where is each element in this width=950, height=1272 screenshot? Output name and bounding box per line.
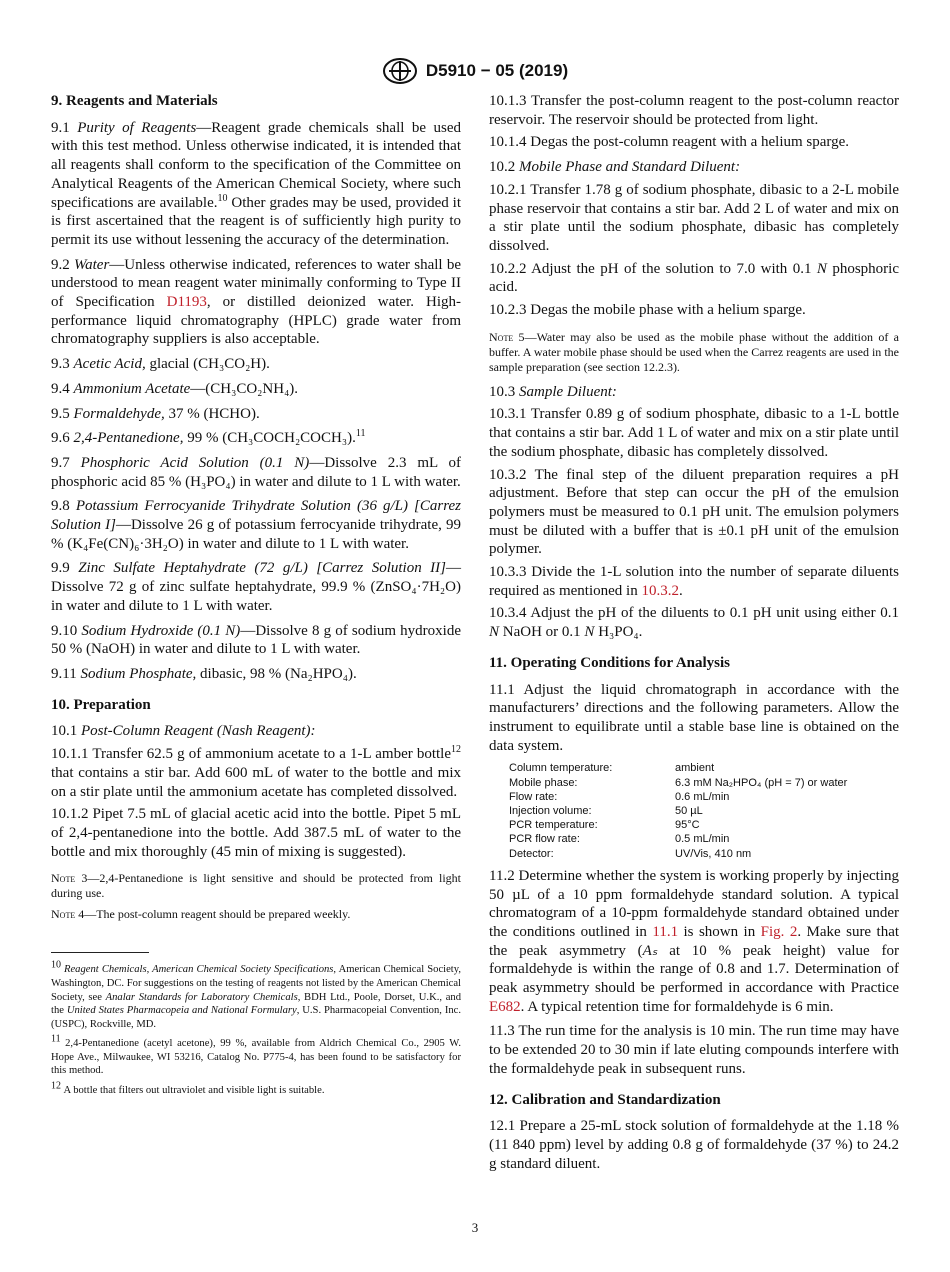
param-row: PCR flow rate: 0.5 mL/min <box>509 833 730 846</box>
para-9-3: 9.3 Acetic Acid, glacial (CH₃CO₂H). <box>51 356 270 373</box>
param-row: PCR temperature: 95°C <box>509 819 700 832</box>
para-10-1-2: 10.1.2 Pipet 7.5 mL of glacial acetic acid into the bottle. Pipet 5 mL of 2,4-pentanedione into the bottle. Add 387.5 mL of water to the bottle and mix thoroughly (45 min of mixing is suggested). <box>51 806 461 860</box>
para-9-9: 9.9 Zinc Sulfate Heptahydrate (72 g/L) [Carrez Solution II]—Dissolve 72 g of zinc sulfate heptahydrate, 99.9 % (ZnSO₄·7H₂O) in water and dilute to 1 L with water. <box>51 560 462 614</box>
para-10-1-4: 10.1.4 Degas the post-column reagent with a helium sparge. <box>489 134 850 151</box>
param-row: Injection volume: 50 µL <box>509 805 703 817</box>
para-9-6: 9.6 2,4-Pentanedione, 99 % (CH₃COCH₂COCH₃).$^{11}$ <box>51 428 366 447</box>
parameter-table <box>509 761 899 860</box>
document-designation: D5910 − 05 (2019) <box>425 61 569 80</box>
para-10-3-4: 10.3.4 Adjust the pH of the diluents to 0.1 pH unit using either 0.1 N NaOH or 0.1 N H₃PO₄. <box>489 605 899 641</box>
para-9-1: 9.1 Purity of Reagents—Reagent grade chemicals shall be used with this test method. Unless otherwise indicated, it is intended that all reagents shall conform to the specification of the Committee on Analytical Reagents of the American Chemical Society, where such specifications are available.$^{10}$ Other grades may be used, provided it is first ascertained that the reagent is of sufficiently high purity to permit its use without lessening the accuracy of the determination. <box>51 119 462 248</box>
link-e682[interactable]: E682 <box>489 998 521 1015</box>
para-11-1: 11.1 Adjust the liquid chromatograph in accordance with the manufacturers’ directions and the following parameters. Allow the instrument to equilibrate until a stable base line is obtained on the data system. <box>489 681 899 754</box>
section-12-heading: 12. Calibration and Standardization <box>489 1091 721 1108</box>
note-5: Note 5—Water may also be used as the mobile phase without the addition of a buffer. A water mobile phase should be used when the Carrez reagents are used in the sample preparation (see section 12.2.3). <box>489 329 899 374</box>
param-row: Column temperature: ambient <box>509 762 715 775</box>
para-9-2: 9.2 Water—Unless otherwise indicated, references to water shall be understood to mean reagent water minimally conforming to Type II of Specification D1193, or distilled deionized water. High-performance liquid chromatography (HPLC) grade water from chromatography suppliers is also acceptable. <box>51 256 462 348</box>
param-row: Detector: UV/Vis, 410 nm <box>509 847 752 860</box>
para-10-3-1: 10.3.1 Transfer 0.89 g of sodium phosphate, dibasic to a 1-L bottle that contains a stir bar. Add 1 L of water and mix on a stir plate until the sodium phosphate, dibasic has completely dissolved. <box>489 406 899 460</box>
note-4: Note 4—The post-column reagent should be prepared weekly. <box>51 907 351 922</box>
link-fig-2[interactable]: Fig. 2 <box>760 923 798 940</box>
footnote-12: $^{12}$ A bottle that filters out ultraviolet and visible light is suitable. <box>51 1080 325 1097</box>
section-10-heading: 10. Preparation <box>51 696 151 713</box>
para-10-3-2: 10.3.2 The final step of the diluent preparation requires a pH adjustment. Before that step can occur the pH of the emulsion polymers must be measured to 0.1 pH unit. The emulsion polymers must be diluted with a buffer that is ±0.1 pH unit of the emulsion polymer. <box>489 466 899 558</box>
page-number: 3 <box>471 1220 479 1235</box>
footnote-11: $^{11}$ 2,4-Pentanedione (acetyl acetone), 99 %, available from Aldrich Chemical Co., 2905 W. Hope Ave., Milwaukee, WI 53216, Catalog No. P775-4, has been found to be satisfactory for this method. <box>51 1033 461 1077</box>
para-10-2-2: 10.2.2 Adjust the pH of the solution to 7.0 with 0.1 N phosphoric acid. <box>489 260 899 296</box>
para-10-1-1: 10.1.1 Transfer 62.5 g of ammonium acetate to a 1-L amber bottle$^{12}$ that contains a stir bar. Add 600 mL of water to the bottle and mix on a stir plate until the ammonium acetate has completed dissolved. <box>51 744 461 800</box>
para-10-2: 10.2 Mobile Phase and Standard Diluent: <box>489 159 741 176</box>
para-9-8: 9.8 Potassium Ferrocyanide Trihydrate Solution (36 g/L) [Carrez Solution I]—Dissolve 26 g of potassium ferrocyanide trihydrate, 99 % (K₄Fe(CN)₆·3H₂O) in water and dilute to 1 L with water. <box>51 498 462 552</box>
note-3: Note 3—2,4-Pentanedione is light sensitive and should be protected from light during use. <box>51 871 461 901</box>
link-d1193[interactable]: D1193 <box>166 294 207 311</box>
para-9-5: 9.5 Formaldehyde, 37 % (HCHO). <box>51 405 260 422</box>
para-10-1-3: 10.1.3 Transfer the post-column reagent to the post-column reactor reservoir. The reservoir should be protected from light. <box>489 93 899 128</box>
right-column <box>489 92 899 1179</box>
section-9-heading: 9. Reagents and Materials <box>51 93 218 109</box>
para-9-11: 9.11 Sodium Phosphate, dibasic, 98 % (Na₂HPO₄). <box>51 665 357 682</box>
para-10-3: 10.3 Sample Diluent: <box>489 383 617 400</box>
para-10-3-3: 10.3.3 Divide the 1-L solution into the number of separate diluents required as mentioned in 10.3.2. <box>489 564 899 599</box>
footnote-10: $^{10}$ Reagent Chemicals, American Chemical Society Specifications, American Chemical Society, Washington, DC. For suggestions on the testing of reagents not listed by the American Chemical Society, see Analar Standards for Laboratory Chemicals, BDH Ltd., Poole, Dorset, U.K., and the United States Pharmacopeia and National Formulary, U.S. Pharmacopeial Convention, Inc. (USPC), Rockville, MD. <box>51 959 462 1030</box>
link-11-1[interactable]: 11.1 <box>652 923 679 940</box>
param-row: Flow rate: 0.6 mL/min <box>509 790 730 803</box>
para-9-4: 9.4 Ammonium Acetate—(CH₃CO₂NH₄). <box>51 380 299 397</box>
param-row: Mobile phase: 6.3 mM Na₂HPO₄ (pH = 7) or water <box>509 776 848 789</box>
para-9-7: 9.7 Phosphoric Acid Solution (0.1 N)—Dissolve 2.3 mL of phosphoric acid 85 % (H₃PO₄) in water and dilute to 1 L with water. <box>51 454 461 490</box>
astm-logo-icon <box>382 57 418 85</box>
para-10-2-1: 10.2.1 Transfer 1.78 g of sodium phosphate, dibasic to a 2-L mobile phase reservoir that contains a stir bar. Add 2 L of water and mix on a stir plate until the sodium phosphate, dibasic has completely dissolved. <box>489 181 899 254</box>
left-column <box>51 92 461 1104</box>
para-10-1: 10.1 Post-Column Reagent (Nash Reagent): <box>51 723 316 740</box>
link-10-3-2[interactable]: 10.3.2 <box>641 582 679 599</box>
para-11-3: 11.3 The run time for the analysis is 10 min. The run time may have to be extended 20 to 30 min if late eluting compounds interfere with the formaldehyde peak in subsequent runs. <box>489 1023 899 1077</box>
para-10-2-3: 10.2.3 Degas the mobile phase with a helium sparge. <box>489 302 806 319</box>
para-9-10: 9.10 Sodium Hydroxide (0.1 N)—Dissolve 8 g of sodium hydroxide 50 % (NaOH) in water and dilute to 1 L with water. <box>51 622 461 658</box>
section-11-heading: 11. Operating Conditions for Analysis <box>489 654 731 671</box>
para-12-1: 12.1 Prepare a 25-mL stock solution of formaldehyde at the 1.18 % (11 840 ppm) level by adding 0.8 g of formaldehyde (37 %) to 24.2 g standard diluent. <box>489 1118 899 1172</box>
page-header <box>0 57 950 85</box>
footnote-divider <box>51 952 149 953</box>
para-11-2: 11.2 Determine whether the system is working properly by injecting 50 µL of a 10 ppm formaldehyde standard solution. A typical chromatogram of a 10-ppm formaldehyde standard obtained under the conditions outlined in 11.1 is shown in Fig. 2. Make sure that the peak asymmetry (Aₛ at 10 % peak height) value for formaldehyde is within the range of 0.8 and 1.7. Determination of peak asymmetry should be performed in accordance with Practice E682. A typical retention time for formaldehyde is 6 min. <box>489 867 900 1015</box>
